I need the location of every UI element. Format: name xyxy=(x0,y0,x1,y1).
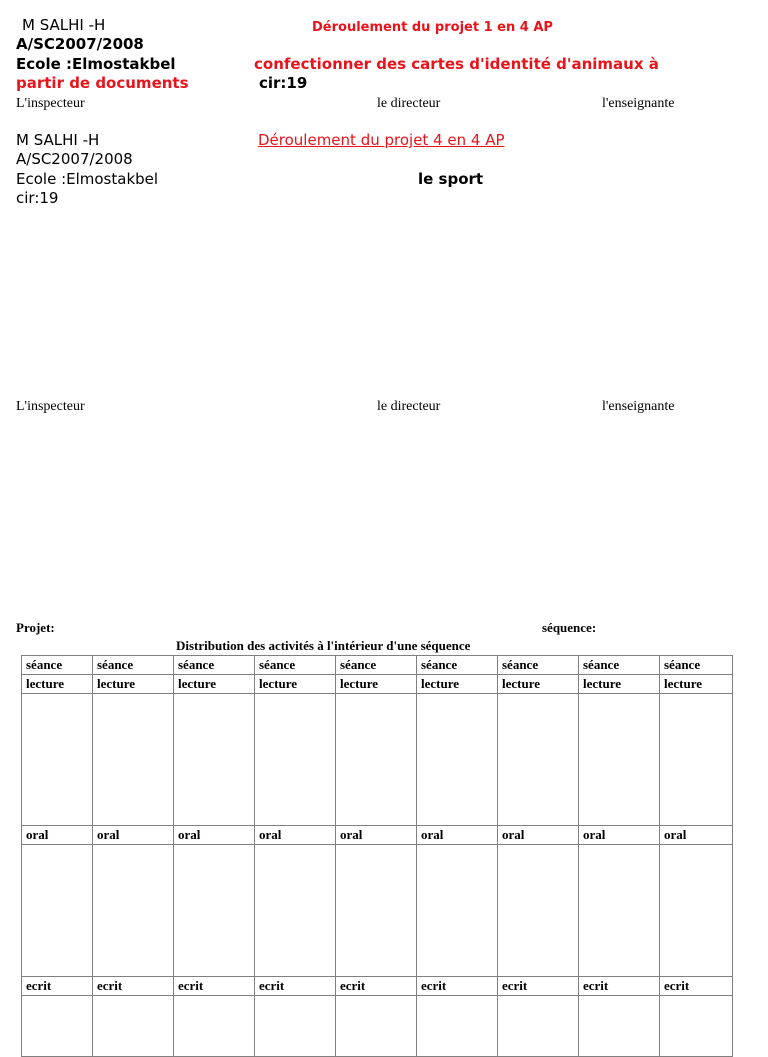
circonscription-2: cir:19 xyxy=(16,189,59,207)
table-row-seance xyxy=(22,656,733,675)
empty-cell xyxy=(579,694,660,826)
empty-cell xyxy=(417,694,498,826)
cell-oral: oral xyxy=(498,826,579,845)
empty-cell xyxy=(255,996,336,1057)
signature-inspecteur-1: L'inspecteur xyxy=(16,96,85,111)
cell-lecture: lecture xyxy=(660,675,733,694)
empty-cell xyxy=(417,845,498,977)
circonscription-1: cir:19 xyxy=(259,74,308,92)
empty-cell xyxy=(255,694,336,826)
school-name-2: Ecole :Elmostakbel xyxy=(16,170,159,188)
cell-seance: séance xyxy=(498,656,579,675)
cell-ecrit: ecrit xyxy=(174,977,255,996)
reference-1: A/SC2007/2008 xyxy=(16,35,144,53)
signature-enseignante-1: l'enseignante xyxy=(602,96,675,111)
cell-lecture: lecture xyxy=(498,675,579,694)
empty-cell xyxy=(660,996,733,1057)
project-subject-line1: confectionner des cartes d'identité d'animaux à xyxy=(254,55,659,73)
empty-cell xyxy=(336,845,417,977)
cell-oral: oral xyxy=(174,826,255,845)
empty-cell xyxy=(336,996,417,1057)
empty-cell xyxy=(498,694,579,826)
reference-2: A/SC2007/2008 xyxy=(16,150,133,168)
table-row-ecrit-space xyxy=(22,996,733,1057)
cell-seance: séance xyxy=(660,656,733,675)
table-row-lecture xyxy=(22,675,733,694)
cell-ecrit: ecrit xyxy=(498,977,579,996)
table-row-oral xyxy=(22,826,733,845)
sequence-label: séquence: xyxy=(542,620,597,635)
empty-cell xyxy=(579,845,660,977)
table-row-oral-space xyxy=(22,845,733,977)
school-name-1: Ecole :Elmostakbel xyxy=(16,55,176,73)
teacher-name-1: M SALHI -H xyxy=(22,16,106,34)
cell-lecture: lecture xyxy=(336,675,417,694)
table-row-lecture-space xyxy=(22,694,733,826)
cell-ecrit: ecrit xyxy=(579,977,660,996)
cell-ecrit: ecrit xyxy=(22,977,93,996)
table-title: Distribution des activités à l'intérieur d'une séquence xyxy=(176,638,471,653)
projet-label: Projet: xyxy=(16,620,55,635)
cell-oral: oral xyxy=(336,826,417,845)
empty-cell xyxy=(22,694,93,826)
cell-ecrit: ecrit xyxy=(336,977,417,996)
empty-cell xyxy=(93,996,174,1057)
signature-directeur-1: le directeur xyxy=(377,96,441,111)
signature-enseignante-2: l'enseignante xyxy=(602,399,675,414)
cell-seance: séance xyxy=(417,656,498,675)
cell-ecrit: ecrit xyxy=(660,977,733,996)
project-subject-2: le sport xyxy=(418,170,484,188)
cell-lecture: lecture xyxy=(93,675,174,694)
empty-cell xyxy=(498,845,579,977)
signature-inspecteur-2: L'inspecteur xyxy=(16,399,85,414)
empty-cell xyxy=(417,996,498,1057)
project-title-2: Déroulement du projet 4 en 4 AP xyxy=(258,131,505,149)
cell-seance: séance xyxy=(255,656,336,675)
cell-lecture: lecture xyxy=(579,675,660,694)
teacher-name-2: M SALHI -H xyxy=(16,131,100,149)
cell-ecrit: ecrit xyxy=(93,977,174,996)
empty-cell xyxy=(579,996,660,1057)
empty-cell xyxy=(93,694,174,826)
project-subject-line2: partir de documents xyxy=(16,74,189,92)
empty-cell xyxy=(174,996,255,1057)
cell-oral: oral xyxy=(660,826,733,845)
cell-ecrit: ecrit xyxy=(417,977,498,996)
cell-lecture: lecture xyxy=(255,675,336,694)
cell-oral: oral xyxy=(93,826,174,845)
empty-cell xyxy=(22,996,93,1057)
cell-seance: séance xyxy=(93,656,174,675)
cell-lecture: lecture xyxy=(174,675,255,694)
empty-cell xyxy=(336,694,417,826)
empty-cell xyxy=(22,845,93,977)
cell-seance: séance xyxy=(22,656,93,675)
cell-oral: oral xyxy=(417,826,498,845)
signature-directeur-2: le directeur xyxy=(377,399,441,414)
empty-cell xyxy=(174,694,255,826)
cell-ecrit: ecrit xyxy=(255,977,336,996)
cell-seance: séance xyxy=(174,656,255,675)
cell-oral: oral xyxy=(22,826,93,845)
cell-lecture: lecture xyxy=(22,675,93,694)
empty-cell xyxy=(255,845,336,977)
empty-cell xyxy=(498,996,579,1057)
cell-seance: séance xyxy=(579,656,660,675)
activities-table xyxy=(21,655,733,1057)
project-title-1: Déroulement du projet 1 en 4 AP xyxy=(312,20,553,35)
empty-cell xyxy=(174,845,255,977)
empty-cell xyxy=(660,845,733,977)
cell-seance: séance xyxy=(336,656,417,675)
cell-lecture: lecture xyxy=(417,675,498,694)
empty-cell xyxy=(93,845,174,977)
cell-oral: oral xyxy=(255,826,336,845)
table-row-ecrit xyxy=(22,977,733,996)
cell-oral: oral xyxy=(579,826,660,845)
empty-cell xyxy=(660,694,733,826)
